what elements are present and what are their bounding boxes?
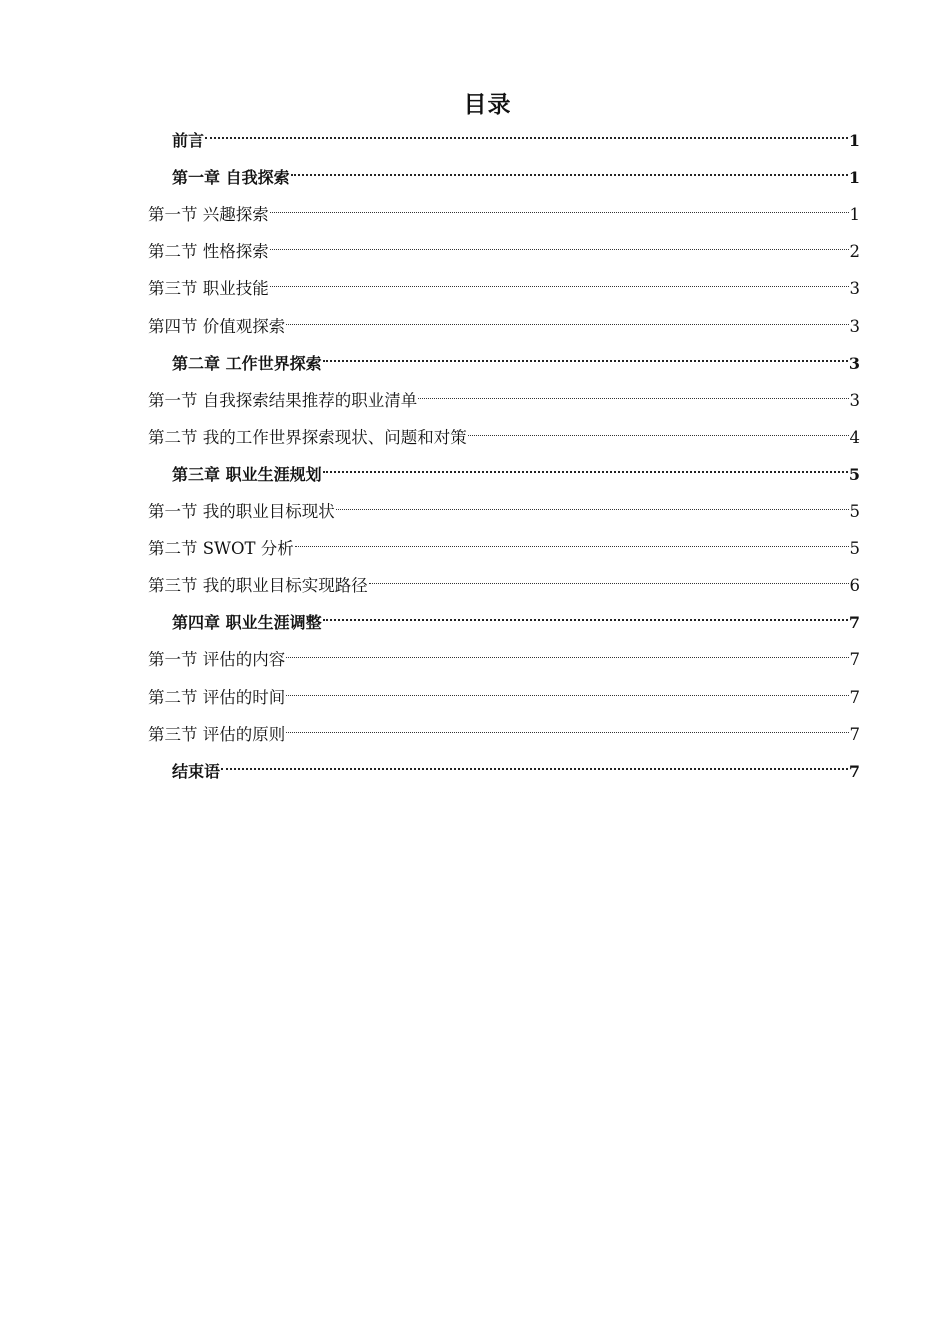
toc-entry-page: 7 xyxy=(848,761,860,781)
toc-entry-text: 第四章 职业生涯调整 xyxy=(172,613,322,633)
toc-entry-text: 前言 xyxy=(172,131,205,150)
toc-leader-dots xyxy=(323,600,848,628)
toc-entry-page: 3 xyxy=(849,279,860,299)
toc-entry[interactable] xyxy=(148,229,860,262)
toc-entry[interactable] xyxy=(148,712,860,744)
toc-leader-dots xyxy=(286,712,848,740)
toc-entry-text: 第一章 自我探索 xyxy=(172,168,290,188)
toc-leader-dots xyxy=(468,415,849,443)
toc-entry[interactable] xyxy=(148,563,860,596)
toc-entry-page: 3 xyxy=(848,353,860,373)
toc-entry-text: 第一节 自我探索结果推荐的职业清单 xyxy=(148,390,418,410)
toc-leader-dots xyxy=(270,192,849,220)
toc-entry-text: 第一节 兴趣探索 xyxy=(148,205,269,225)
toc-leader-dots xyxy=(369,563,849,591)
toc-leader-dots xyxy=(270,266,849,294)
toc-entry[interactable] xyxy=(148,637,860,670)
toc-entry-page: 7 xyxy=(849,687,860,707)
toc-entry-page: 7 xyxy=(848,613,860,633)
toc-entry-text: 结束语 xyxy=(172,761,221,781)
toc-entry[interactable] xyxy=(172,341,860,373)
toc-entry-page: 7 xyxy=(849,724,860,744)
toc-entry[interactable] xyxy=(148,192,860,225)
toc-leader-dots xyxy=(291,155,848,183)
toc-leader-dots xyxy=(205,118,848,146)
toc-entry-text: 第二节 评估的时间 xyxy=(148,687,286,707)
toc-entry[interactable] xyxy=(148,489,860,521)
toc-entry-text: 第四节 价值观探索 xyxy=(148,316,286,336)
toc-entry[interactable] xyxy=(148,415,860,447)
toc-entry[interactable] xyxy=(148,378,860,410)
toc-entry-text: 第三节 职业技能 xyxy=(148,279,269,299)
toc-entry-text: 第一节 评估的内容 xyxy=(148,650,286,670)
toc-entry[interactable] xyxy=(172,118,860,150)
toc-leader-dots xyxy=(295,526,849,554)
toc-entry[interactable] xyxy=(148,304,860,336)
toc-title: 目录 xyxy=(463,92,512,118)
toc-entry[interactable] xyxy=(172,452,860,484)
toc-entry-page: 1 xyxy=(848,168,860,188)
toc-leader-dots xyxy=(221,749,848,777)
toc-entry[interactable] xyxy=(148,266,860,299)
toc-entry-page: 1 xyxy=(848,131,860,150)
toc-leader-dots xyxy=(286,304,848,332)
toc-entry-text: 第三章 职业生涯规划 xyxy=(172,464,322,484)
toc-entry-page: 4 xyxy=(849,427,860,447)
toc-leader-dots xyxy=(336,489,849,517)
toc-leader-dots xyxy=(323,341,848,369)
toc-entry-text: 第三节 我的职业目标实现路径 xyxy=(148,576,368,596)
toc-entry-page: 6 xyxy=(849,576,860,596)
toc-entry-text: 第二节 性格探索 xyxy=(148,242,269,262)
toc-entry-text: 第二节 我的工作世界探索现状、问题和对策 xyxy=(148,427,467,447)
toc-leader-dots xyxy=(270,229,849,257)
toc-leader-dots xyxy=(286,637,848,665)
toc-entry-page: 1 xyxy=(849,205,860,225)
toc-leader-dots xyxy=(323,452,848,480)
toc-entry-page: 2 xyxy=(849,242,860,262)
toc-entry-page: 3 xyxy=(849,316,860,336)
toc-entry[interactable] xyxy=(172,749,860,781)
toc-entry[interactable] xyxy=(148,526,860,559)
toc-entry[interactable] xyxy=(148,675,860,707)
toc-leader-dots xyxy=(418,378,848,406)
toc-entry-page: 5 xyxy=(849,539,860,559)
toc-entry-page: 7 xyxy=(849,650,860,670)
toc-entry[interactable] xyxy=(172,600,860,633)
toc-entry-text: 第一节 我的职业目标现状 xyxy=(148,502,335,521)
toc-leader-dots xyxy=(286,675,848,703)
toc-entry-page: 5 xyxy=(849,502,860,521)
toc-entry-page: 3 xyxy=(849,390,860,410)
toc-entry-text: 第二章 工作世界探索 xyxy=(172,353,322,373)
toc-entry-page: 5 xyxy=(848,464,860,484)
toc-entry[interactable] xyxy=(172,155,860,188)
toc-entry-text: 第三节 评估的原则 xyxy=(148,724,286,744)
toc-entry-text: 第二节 SWOT 分析 xyxy=(148,539,294,559)
